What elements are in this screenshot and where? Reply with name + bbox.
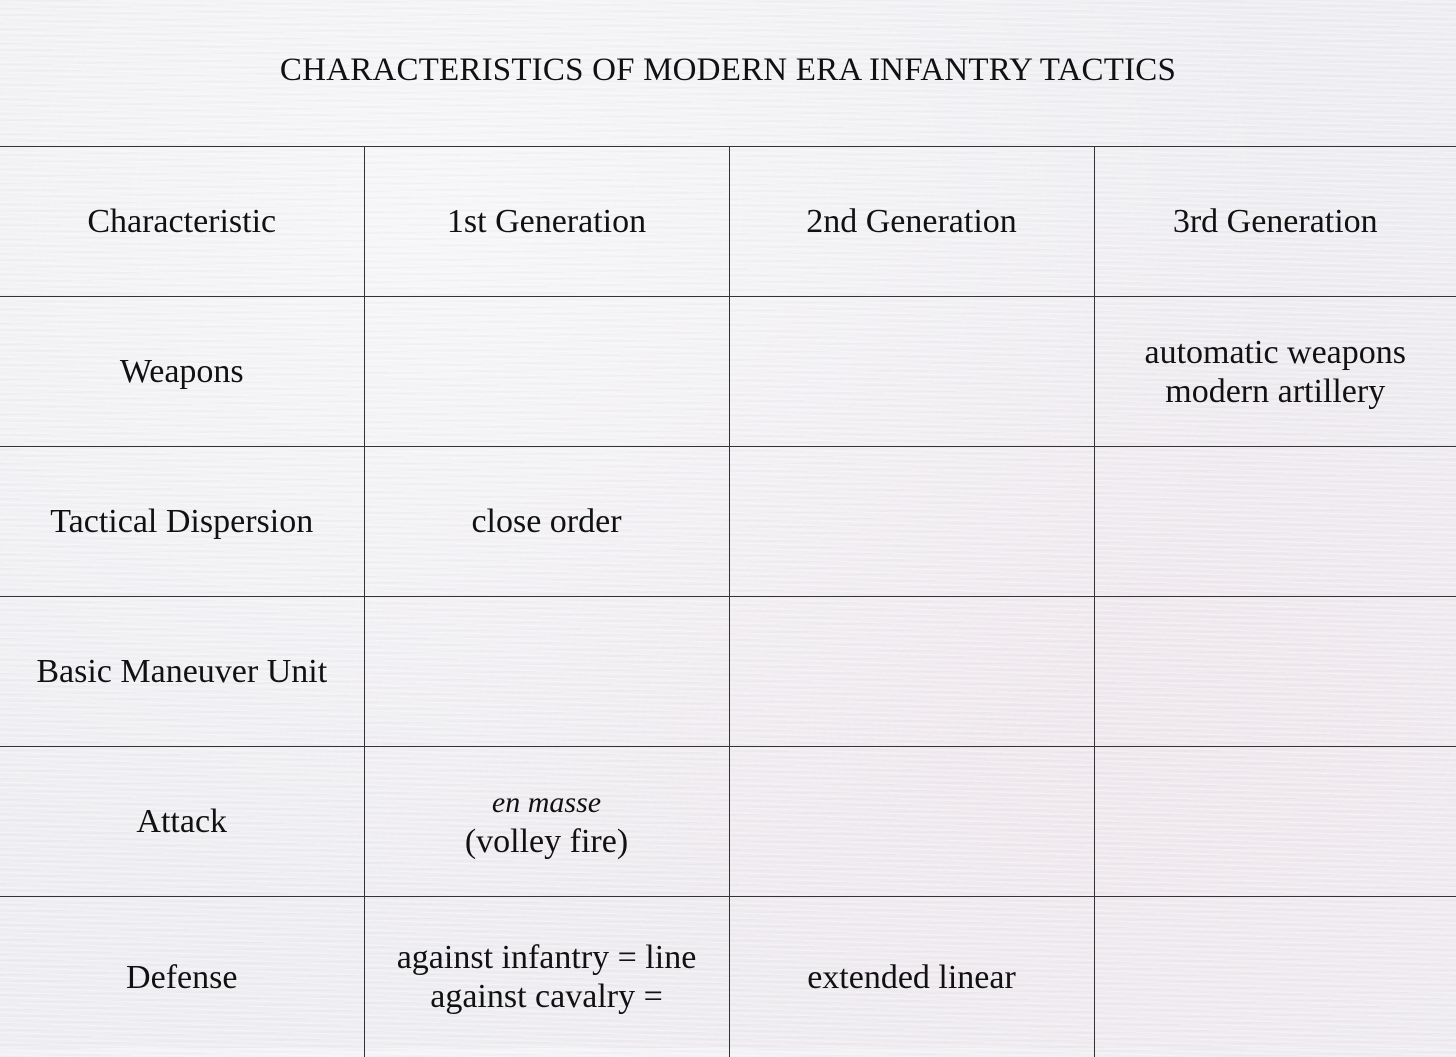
table-row-weapons	[0, 297, 1456, 447]
row-label-defense: Defense	[0, 897, 364, 1057]
cell-text-line: en masse	[365, 783, 729, 822]
table-row-tactical-dispersion	[0, 447, 1456, 597]
table-row-attack	[0, 747, 1456, 897]
row-label-attack: Attack	[0, 747, 364, 897]
cell-dispersion-gen1	[364, 447, 729, 597]
table-row-defense	[0, 897, 1456, 1057]
table-header-row	[0, 147, 1456, 297]
cell-maneuver-gen3	[1094, 597, 1456, 747]
cell-defense-gen1	[364, 897, 729, 1057]
cell-weapons-gen1	[364, 297, 729, 447]
cell-attack-gen3	[1094, 747, 1456, 897]
cell-text-line: (volley fire)	[365, 822, 729, 861]
cell-attack-gen1	[364, 747, 729, 897]
cell-weapons-gen2	[729, 297, 1094, 447]
tactics-table	[0, 146, 1456, 1057]
row-label-weapons: Weapons	[0, 297, 364, 447]
row-label-basic-maneuver-unit: Basic Maneuver Unit	[0, 597, 364, 747]
table-row-basic-maneuver-unit	[0, 597, 1456, 747]
header-gen3: 3rd Generation	[1094, 147, 1456, 297]
cell-attack-gen2	[729, 747, 1094, 897]
cell-text-line: against cavalry =	[365, 977, 729, 1016]
cell-defense-gen3	[1094, 897, 1456, 1057]
page-title: CHARACTERISTICS OF MODERN ERA INFANTRY TACTICS	[0, 52, 1456, 89]
row-label-tactical-dispersion: Tactical Dispersion	[0, 447, 364, 597]
cell-text-line: against infantry = line	[365, 938, 729, 977]
cell-dispersion-gen3	[1094, 447, 1456, 597]
cell-text-line: modern artillery	[1095, 372, 1456, 411]
cell-defense-gen2	[729, 897, 1094, 1057]
cell-text-line: automatic weapons	[1095, 333, 1456, 372]
header-characteristic: Characteristic	[0, 147, 364, 297]
cell-text-line: close order	[365, 502, 729, 541]
header-gen1: 1st Generation	[364, 147, 729, 297]
cell-dispersion-gen2	[729, 447, 1094, 597]
cell-maneuver-gen1	[364, 597, 729, 747]
cell-text-line: extended linear	[730, 958, 1094, 997]
header-gen2: 2nd Generation	[729, 147, 1094, 297]
cell-maneuver-gen2	[729, 597, 1094, 747]
cell-weapons-gen3	[1094, 297, 1456, 447]
